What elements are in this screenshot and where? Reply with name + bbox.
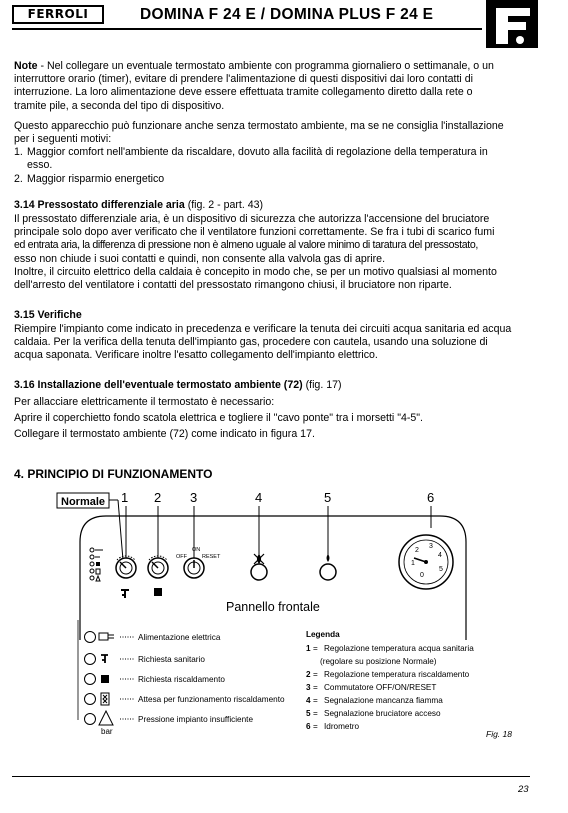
svg-text:=: = bbox=[313, 670, 318, 679]
figure-caption: Fig. 18 bbox=[486, 729, 512, 739]
radiator-icon bbox=[154, 588, 162, 596]
svg-text:Segnalazione mancanza fiamma: Segnalazione mancanza fiamma bbox=[324, 696, 443, 705]
svg-text:=: = bbox=[313, 722, 318, 731]
no-flame-icon bbox=[254, 554, 264, 564]
dhw-temperature-knob[interactable] bbox=[116, 556, 136, 578]
section-3-16-body: Per allacciare elettricamente il termostato è necessario: Aprire il coperchietto fondo scatola elettrica e togliere il "cavo ponte" tra i morsetti "4-5". Collegare il termostato ambiente (72) come indicato in figura 17. bbox=[14, 396, 423, 440]
note-line: tramite pile, a seconda del tipo di dispositivo. bbox=[14, 99, 225, 112]
note-paragraph bbox=[14, 60, 532, 113]
switch-off-label: OFF bbox=[176, 554, 187, 560]
gauge-tick: 2 bbox=[415, 547, 419, 554]
svg-text:=: = bbox=[313, 683, 318, 692]
normale-label: Normale bbox=[61, 496, 106, 508]
svg-text:3: 3 bbox=[306, 683, 311, 692]
svg-text:=: = bbox=[313, 644, 318, 653]
callout-number: 3 bbox=[190, 490, 198, 505]
legend-heating-wait: Attesa per funzionamento riscaldamento bbox=[138, 695, 285, 704]
radiator-icon bbox=[101, 675, 109, 683]
brand-logo: FERROLI bbox=[12, 5, 104, 24]
list-item-number: 1. bbox=[14, 146, 23, 158]
note-label: Note bbox=[14, 60, 38, 72]
intro-line: Questo apparecchio può funzionare anche senza termostato ambiente, ma se ne consiglia l'installazione bbox=[14, 120, 504, 132]
svg-text:4: 4 bbox=[306, 696, 311, 705]
list-item-text: esso. bbox=[27, 159, 53, 172]
callout-number: 1 bbox=[121, 490, 129, 505]
bar-label: bar bbox=[101, 727, 113, 736]
legend-low-pressure: Pressione impianto insufficiente bbox=[138, 715, 253, 724]
legend-heating-request: Richiesta riscaldamento bbox=[138, 675, 225, 684]
legend-title: Legenda bbox=[306, 630, 340, 639]
svg-text:6: 6 bbox=[306, 722, 311, 731]
hourglass-icon bbox=[101, 693, 109, 705]
heating-temperature-knob[interactable] bbox=[148, 556, 168, 578]
list-item bbox=[14, 146, 532, 172]
tap-icon bbox=[121, 590, 129, 598]
note-line: interruttore orario (timer), evitare di prendere l'alimentazione di questi dispositivi dai loro contatti di bbox=[14, 73, 473, 86]
callout-number: 6 bbox=[427, 490, 435, 505]
note-line: - Nel collegare un eventuale termostato ambiente con programma giornaliero o settimanale, o un bbox=[37, 60, 494, 72]
svg-text:2: 2 bbox=[306, 670, 311, 679]
numbered-legend bbox=[306, 630, 474, 731]
legend-row bbox=[306, 709, 441, 718]
legend-power: Alimentazione elettrica bbox=[138, 633, 221, 642]
pressure-gauge bbox=[399, 535, 453, 589]
footer-rule bbox=[12, 776, 530, 777]
legend-row bbox=[306, 670, 470, 679]
legend-row bbox=[320, 657, 437, 666]
flame-icon bbox=[327, 554, 330, 562]
gauge-tick: 5 bbox=[439, 566, 443, 573]
svg-text:(regolare su posizione Normale: (regolare su posizione Normale) bbox=[320, 657, 437, 666]
legend-row bbox=[306, 722, 359, 731]
section-3-15-body: Riempire l'impianto come indicato in precedenza e verificare la tenuta dei circuiti acqua sanitaria ed acqua caldaia. Per la verifica della tenuta dell'impianto gas, procedere con cautela, usando una soluzione di acqua saponata. Verificare inoltre l'esatto collegamento dell'impianto elettrico. bbox=[14, 323, 512, 362]
section-heading-3-15: 3.15 Verifiche bbox=[14, 309, 82, 321]
svg-text:Idrometro: Idrometro bbox=[324, 722, 360, 731]
header-rule bbox=[12, 28, 482, 30]
legend-row bbox=[306, 644, 474, 653]
svg-text:5: 5 bbox=[306, 709, 311, 718]
section-4-title: 4. PRINCIPIO DI FUNZIONAMENTO bbox=[14, 467, 213, 481]
callout-number: 4 bbox=[255, 490, 263, 505]
svg-text:1: 1 bbox=[306, 644, 311, 653]
svg-text:Segnalazione bruciatore acceso: Segnalazione bruciatore acceso bbox=[324, 709, 441, 718]
warning-triangle-icon bbox=[99, 711, 113, 725]
gauge-tick: 0 bbox=[420, 572, 424, 579]
svg-text:=: = bbox=[313, 696, 318, 705]
burner-on-led bbox=[320, 564, 336, 580]
legend-dhw-request: Richiesta sanitario bbox=[138, 655, 205, 664]
svg-text:Regolazione temperatura acqua: Regolazione temperatura acqua sanitaria bbox=[324, 644, 474, 653]
note-line: interruzione. La loro alimentazione deve essere effettuata tramite collegamento diretto dalla rete o bbox=[14, 86, 473, 99]
intro-paragraph bbox=[14, 120, 532, 146]
plug-icon bbox=[99, 633, 114, 640]
svg-text:=: = bbox=[313, 709, 318, 718]
section-heading-3-14: 3.14 Pressostato differenziale aria (fig. 2 - part. 43) bbox=[14, 199, 264, 211]
gauge-tick: 1 bbox=[411, 560, 415, 567]
callout-number: 5 bbox=[324, 490, 332, 505]
svg-text:Regolazione temperatura riscal: Regolazione temperatura riscaldamento bbox=[324, 670, 470, 679]
switch-on-label: ON bbox=[192, 547, 201, 553]
no-flame-led bbox=[251, 564, 267, 580]
switch-reset-label: RESET bbox=[202, 554, 221, 560]
section-3-14-body: Il pressostato differenziale aria, è un dispositivo di sicurezza che autorizza l'accensione del bruciatore principale solo dopo aver verificato che il ventilatore funzioni correttamente. Se fra i tubi di scarico fumi ed entrata aria, la differenza di pressione non è almeno uguale al valore minimo di taratura del pressostato, esso non chiude i suoi contatti e quindi, non consente alla valvola gas di aprire. Inoltre, il circuito elettrico della caldaia è concepito in modo che, se per un motivo qualsiasi al momento dell'arresto del ventilatore i contatti del pressostato rimangono chiusi, il bruciatore non riparte. bbox=[14, 213, 497, 292]
panel-label: Pannello frontale bbox=[226, 600, 320, 614]
page-number: 23 bbox=[518, 784, 529, 795]
section-heading-3-16: 3.16 Installazione dell'eventuale termostato ambiente (72) (fig. 17) bbox=[14, 379, 342, 391]
callout-number: 2 bbox=[154, 490, 162, 505]
status-leds-icon bbox=[90, 548, 103, 581]
icon-legend bbox=[85, 632, 285, 737]
svg-text:Commutatore OFF/ON/RESET: Commutatore OFF/ON/RESET bbox=[324, 683, 437, 692]
legend-row bbox=[306, 696, 443, 705]
front-panel-figure bbox=[0, 480, 568, 760]
gauge-tick: 4 bbox=[438, 552, 442, 559]
legend-row bbox=[306, 683, 436, 692]
off-on-reset-switch[interactable] bbox=[184, 558, 204, 578]
gauge-tick: 3 bbox=[429, 543, 433, 550]
list-item-text: Maggior comfort nell'ambiente da riscaldare, dovuto alla facilità di regolazione della temperatura in bbox=[27, 146, 488, 158]
list-item bbox=[14, 173, 532, 186]
list-item-number: 2. bbox=[14, 173, 23, 185]
intro-line: per i seguenti motivi: bbox=[14, 133, 112, 146]
page-title: DOMINA F 24 E / DOMINA PLUS F 24 E bbox=[140, 6, 434, 23]
corner-mark-icon bbox=[482, 0, 542, 48]
list-item-text: Maggior risparmio energetico bbox=[27, 173, 165, 185]
tap-icon bbox=[101, 655, 108, 663]
